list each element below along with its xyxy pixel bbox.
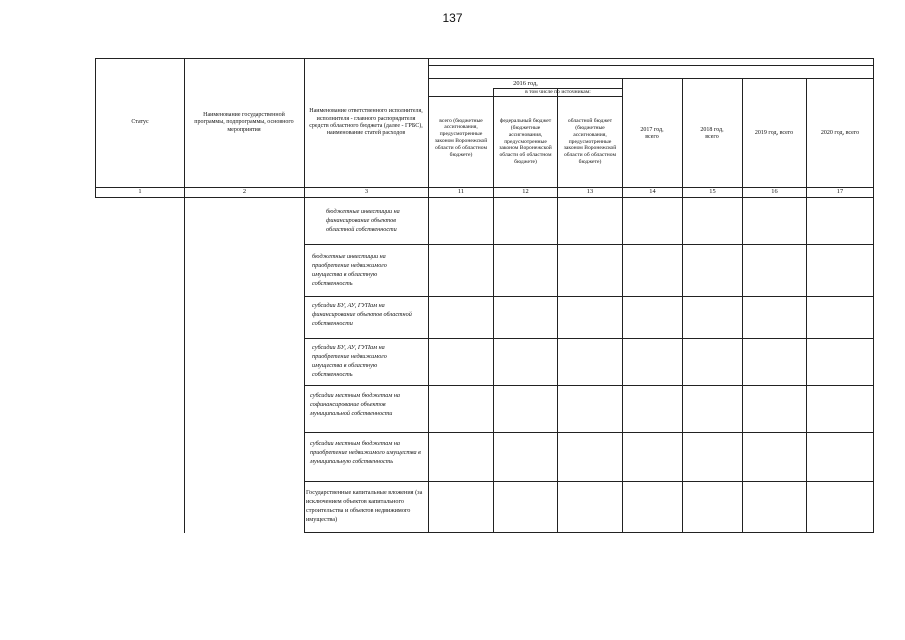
table-row-label: субсидии БУ, АУ, ГУПам на финансирование объектов областной собственности — [312, 302, 412, 327]
column-number: 12 — [522, 188, 529, 196]
header-year-2016: 2016 год, — [513, 79, 538, 87]
column-border — [806, 78, 807, 533]
header-federal-2016: федеральный бюджет (бюджетные ассигнования, предусмотренные законом Воронежской области об областном бюджете) — [499, 118, 552, 166]
column-number: 15 — [709, 188, 716, 196]
header-total-2016: всего (бюджетные ассигнования, предусмотренные законом Воронежской области об областном бюджете) — [434, 117, 488, 158]
column-number: 16 — [771, 188, 778, 196]
numbers-row-bottom — [95, 197, 873, 198]
header-rule — [428, 65, 873, 66]
header-2018: 2018 год, всего — [700, 126, 724, 140]
header-2020: 2020 год, всего — [820, 130, 860, 137]
column-border — [742, 78, 743, 533]
column-border — [304, 58, 305, 533]
column-number: 11 — [457, 188, 465, 196]
header-executor: Наименование ответственного исполнителя, исполнителя - главного распорядителя средств областного бюджета (далее - ГРБС), наименование статей расходов — [309, 108, 423, 137]
table-row-label: субсидии БУ, АУ, ГУПам на приобретение недвижимого имущества в областную собственность — [312, 344, 387, 378]
table-row-label: субсидии местным бюджетам на софинансирование объектов муниципальной собственности — [310, 392, 401, 417]
header-status: Статус — [131, 119, 149, 126]
header-regional-2016: областной бюджет (бюджетные ассигнования, предусмотренные законом Воронежской области об областном бюджете) — [563, 118, 617, 166]
header-2019: 2019 год, всего — [754, 130, 794, 137]
row-divider — [304, 432, 873, 433]
column-border — [622, 78, 623, 533]
header-2017: 2017 год, всего — [640, 126, 664, 140]
row-divider — [304, 338, 873, 339]
header-program-name: Наименование государственной программы, подпрограммы, основного мероприятия — [194, 112, 294, 133]
table-bottom-border — [304, 532, 873, 533]
table-row-label: Государственные капитальные вложения (за исключением объектов капитального строительства и объектов недвижимого имущества) — [306, 489, 423, 523]
column-number: 3 — [364, 188, 369, 196]
page-number: 137 — [442, 11, 463, 25]
column-border — [184, 58, 185, 533]
column-border — [557, 88, 558, 533]
row-divider — [304, 481, 873, 482]
table-row-label: бюджетные инвестиции на финансирование объектов областной собственности — [326, 208, 400, 233]
row-divider — [304, 385, 873, 386]
header-sources: в том числе по источникам: — [525, 89, 591, 96]
column-number: 14 — [649, 188, 656, 196]
column-number: 13 — [586, 188, 594, 196]
row-divider — [304, 296, 873, 297]
header-rule — [428, 96, 622, 97]
table-right-border — [873, 58, 874, 533]
row-divider — [304, 244, 873, 245]
table-row-label: субсидии местным бюджетам на приобретение недвижимого имущества в муниципальную собственность — [310, 440, 421, 465]
column-border — [493, 88, 494, 533]
column-number: 1 — [138, 188, 142, 196]
column-number: 17 — [836, 188, 844, 196]
column-number: 2 — [242, 188, 247, 196]
column-border — [682, 78, 683, 533]
column-border — [428, 58, 429, 533]
table-row-label: бюджетные инвестиции на приобретение недвижимого имущества в областную собственность — [312, 253, 387, 287]
